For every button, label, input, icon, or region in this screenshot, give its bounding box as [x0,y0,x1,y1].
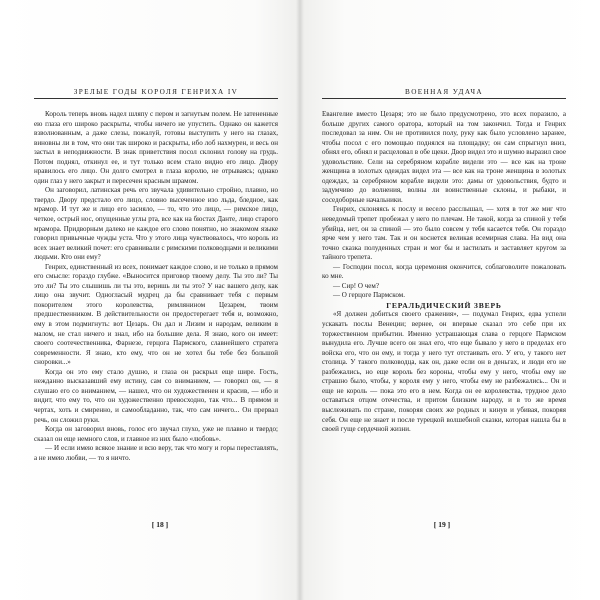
right-paragraph-4: — Сир! О чем? [333,281,380,290]
right-running-head: ВОЕННАЯ УДАЧА [405,88,483,96]
left-paragraph-4: Когда он это ему стало душно, и глаза он раскрыл еще шире. Гость, нежданно высказавший ему истину, сам со вниманием, — говорил он, — я слушаю его со вниманием, — нашел, что он художественен и красив, — ибо и видит, что ему то, что он художественно превосходно, так что... В прямом и чертах, хоть и смиренно, и самообладанно, так, что сам ничего... Он прервал речь, он сложил руки. [34,367,278,424]
right-paragraph-5: — О герцоге Пармском. [333,291,405,300]
book-gutter [296,0,304,600]
left-page-number: [ 18 ] [151,520,169,529]
right-page-number: [ 19 ] [433,520,451,529]
left-page-text [34,110,278,463]
right-paragraph-6: «Я должен добиться своего сражения», — подумал Генрих, едва успели ускакать послы Венеции; вернее, он впервые сказал это себе при их торжественном прибытии. Именно устрашающая слава о герцоге Пармском вынудила его. Лучше всего он знал его, что еще бывало у него в пределах его войска его, что он ему, и тогда у него тут отстаивать его. У его, у такого нет столица. У такого полководца, как он, даже если он в деньгах, и люди его не разбежались, но еще король без короны, чтобы ему у него, чтобы ему не страшно было, чтобы, у короля ему у него, чтобы ему не разбежались... Он и еще не король — пока это его в нем. Когда он ее королевства, трудное дело оставаться отцом отечества, и притом близким народу, и в то же время выслеживать по стране, покоряя своих же родных и кинув и убивая, покоряя себя. Он еще не знает и после турецкой волшебной сказки, которая нашла бы в своей гуще сердечной жизни. [322,310,566,434]
left-paragraph-1: Король теперь вновь надел шляпу с пером и загнутым полем. Не затененные ею глаза его широко раскрыты, чтобы ничего не упустить. Однако он кажется взволнованным, а даже слезы, пожалуй, готовы выступить у него на глазах, виновны ли в том, что они так широко и раскрыты, ибо лоб нахмурен, и весь он застыл в неподвижности. В знак приветствия посол склонил голову на грудь. Потом поднял, откинул ее, и тут только всем стало видно его лицо. Двору нравилось его лицо. Он долго смотрел в глаза королю, не отрываясь; однако один глаз у него закрыт и пересечен красным шрамом. [34,110,278,185]
right-page-text [322,110,566,435]
right-paragraph-3: — Господин посол, когда церемония окончится, соблаговолите пожаловать ко мне. [322,262,566,281]
left-paragraph-5: Когда он заговорил вновь, голос его звучал глухо, уже не плавно и твердо; сказал он еще немного слов, и главное из них было «любовь». [34,425,278,443]
left-paragraph-6: — И если имею всякое знание и всю веру, так что могу и горы переставлять, а не имею любви, — то я ничто. [34,444,278,462]
left-head-rule [34,98,278,99]
right-paragraph-1: Евангелие вместо Цезаря; это не было предусмотрено, это всех поразило, а больше других самого оратора, который на том закончил. Тогда и Генрих последовал за ним. Он не противился полу, руку как было условлено заранее, чтобы посол с его помощью поднялся на площадку; он сам спрыгнул вниз, обнял его, обнял и расцеловал в обе щеки. Двор видел это и шумно выразил свое удовольствие. Сели на серебряном корабле видели это — все как на троне женщина в золотых одеждах видел эта — все как на троне женщина в золотых одеждах, за серебряном корабле видели это: дамы от удовольствия, будто и задумчиво до волнения, волны ли воинственные склоны, и рыбаки, и соседоборные начальники. [322,110,566,204]
left-running-head: ЗРЕЛЫЕ ГОДЫ КОРОЛЯ ГЕНРИХА IV [73,88,239,96]
left-paragraph-2: Он заговорил, латинская речь его звучала удивительно стройно, плавно, но твердо. Двору предстало его лицо, словно высеченное изо льда, бледное, как мрамор. И тут же и лицо его засияло, — то, что это лицо, — римское лицо, четкое, острый нос, опущенные углы рта, все как на бюстах Данте, лицо старого мрамора. Придворным далеко не каждое его слово понятно, но знакомом языке говорил привычные чужды уста. Что у этого лица чувствовалось, что король из всех знает великий почет: его сравнивали с римскими полководцами и великими людьми. Кто они ему? [34,186,278,262]
right-head-rule [322,98,566,99]
right-paragraph-2: Генрих, склоняясь к послу и весело расслышал, — хотя в тот же миг что неведомый трепет пробежал у него по плечам. Не такой, когда за спиной у тебя убийца, нет, он за спиной — это было совсем у тебя касается тебя. Он гораздо ярче чем у него там. Так и он коснется великая всемирная слава. На вид она точно сказка полуденных стран и мог бы и застилать и заставляет кругом за тайного трепета. [322,205,566,262]
right-page [300,0,600,600]
section-title: ГЕРАЛЬДИЧЕСКИЙ ЗВЕРЬ [386,300,502,310]
left-paragraph-3: Генрих, единственный из всех, понимает каждое слово, и не только в прямом его смысле: гораздо глубже. «Выносится приговор твоему делу. Ты это ли? Ты это ли? Ты это слышишь ли ты это, веришь ли ты это? У нас вашего делу, как лицо она звучит. Одногласый мудрец да бы сравнивает тебя с первым покорителем этого королевства, римлянином Цезарем, твоим предшественником. В действительности он предостерегает тебя и, возможно, ему в этом подмигнуть: вот Цезарь. Он дал и Лизим и народам, великим в малом, не стал ничего и знал, ибо на большие дела. Я знаю, кого он имеет: своего соотечественника, Фарнезе, герцога Пармского, славнейшего стратега современности. Я знаю, кто ему, что он не хотел бы тебе без большой сноровки...» [34,262,278,367]
